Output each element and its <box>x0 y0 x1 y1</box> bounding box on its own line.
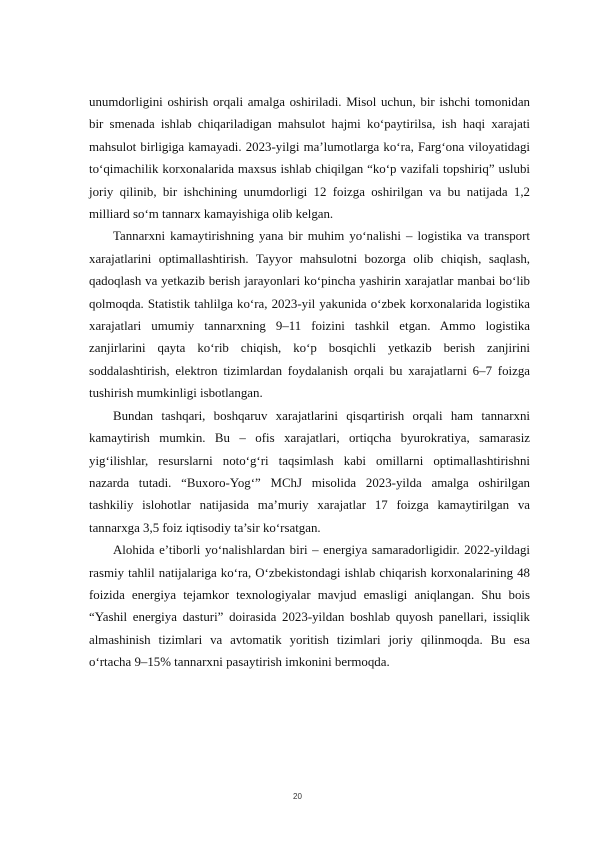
paragraph-continuation: unumdorligini oshirish orqali amalga oshiriladi. Misol uchun, bir ishchi tomonidan bir smenada ishlab chiqariladigan mahsulot hajmi ko‘paytirilsa, ish haqi xarajati mahsulot birligiga kamayadi. 2023-yilgi ma’lumotlarga ko‘ra, Farg‘ona viloyatidagi to‘qimachilik korxonalarida maxsus ishlab chiqilgan “ko‘p vazifali topshiriq” uslubi joriy qilinib, bir ishchining unumdorligi 12 foizga oshirilgan va bu natijada 1,2 milliard so‘m tannarx kamayishiga olib kelgan. <box>89 95 530 222</box>
paragraph-management-costs: Bundan tashqari, boshqaruv xarajatlarini qisqartirish orqali ham tannarxni kamaytirish mumkin. Bu – ofis xarajatlari, ortiqcha byurokratiya, samarasiz yig‘ilishlar, resurslarni noto‘g‘ri taqsimlash kabi omillarni optimallashtirishni nazarda tutadi. “Buxoro-Yog‘” MChJ misolida 2023-yilda amalga oshirilgan tashkiliy islohotlar natijasida ma’muriy xarajatlar 17 foizga kamaytirilgan va tannarxga 3,5 foiz iqtisodiy ta’sir ko‘rsatgan. <box>89 408 530 535</box>
paragraph-logistics: Tannarxni kamaytirishning yana bir muhim yo‘nalishi – logistika va transport xarajatlarini optimallashtirish. Tayyor mahsulotni bozorga olib chiqish, saqlash, qadoqlash va yetkazib berish jarayonlari ko‘pincha yashirin xarajatlar manbai bo‘lib qolmoqda. Statistik tahlilga ko‘ra, 2023-yil yakunida o‘zbek korxonalarida logistika xarajatlari umumiy tannarxning 9–11 foizini tashkil etgan. Ammo logistika zanjirlarini qayta ko‘rib chiqish, ko‘p bosqichli yetkazib berish zanjirini soddalashtirish, elektron tizimlardan foydalanish orqali bu xarajatlarni 6–7 foizga tushirish mumkinligi isbotlangan. <box>89 229 530 401</box>
page-number: 20 <box>293 792 302 801</box>
document-page <box>89 91 530 674</box>
paragraph-energy-efficiency: Alohida e’tiborli yo‘nalishlardan biri – energiya samaradorligidir. 2022-yildagi rasmiy tahlil natijalariga ko‘ra, O‘zbekistondagi ishlab chiqarish korxonalarining 48 foizida energiya tejamkor texnologiyalar mavjud emasligi aniqlangan. Shu bois “Yashil energiya dasturi” doirasida 2023-yildan boshlab quyosh panellari, issiqlik almashinish tizimlari va avtomatik yoritish tizimlari joriy qilinmoqda. Bu esa o‘rtacha 9–15% tannarxni pasaytirish imkonini bermoqda. <box>89 543 530 670</box>
